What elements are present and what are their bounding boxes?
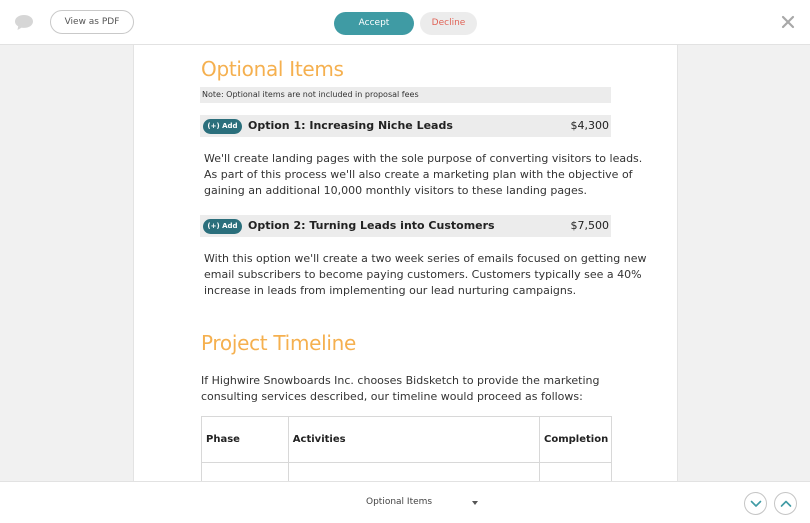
table-header-row bbox=[202, 417, 612, 463]
dropdown-caret-icon[interactable] bbox=[472, 501, 478, 505]
close-icon[interactable] bbox=[780, 14, 796, 30]
table-header-activities: Activities bbox=[288, 417, 539, 463]
view-as-pdf-button[interactable]: View as PDF bbox=[50, 10, 134, 34]
option-title: Option 1: Increasing Niche Leads bbox=[248, 119, 453, 132]
description-line: With this option we'll create a two week series of emails focused on getting new bbox=[204, 252, 647, 265]
timeline-table bbox=[201, 416, 612, 481]
intro-line: consulting services described, our timeline would proceed as follows: bbox=[201, 390, 583, 403]
accept-button[interactable]: Accept bbox=[334, 12, 414, 35]
description-line: gaining an additional 10,000 monthly visitors to these landing pages. bbox=[204, 184, 588, 197]
table-header-completion: Completion bbox=[540, 417, 612, 463]
description-line: email subscribers to become paying customers. Customers typically see a 40% bbox=[204, 268, 642, 281]
next-section-button[interactable] bbox=[744, 492, 767, 515]
table-cell bbox=[540, 463, 612, 482]
description-line: We'll create landing pages with the sole purpose of converting visitors to leads. bbox=[204, 152, 643, 165]
option-price: $7,500 bbox=[570, 219, 609, 232]
proposal-page bbox=[133, 45, 678, 481]
table-cell bbox=[202, 463, 289, 482]
option-row bbox=[200, 215, 611, 237]
section-select[interactable]: Optional Items bbox=[366, 497, 433, 507]
intro-line: If Highwire Snowboards Inc. chooses Bidsketch to provide the marketing bbox=[201, 374, 600, 387]
add-option-button[interactable]: (+) Add bbox=[203, 119, 242, 134]
chevron-up-icon bbox=[780, 499, 792, 509]
add-option-button[interactable]: (+) Add bbox=[203, 219, 242, 234]
chat-bubble-icon[interactable] bbox=[14, 14, 34, 31]
table-cell bbox=[288, 463, 539, 482]
bottom-navigation-bar bbox=[0, 481, 810, 523]
description-line: As part of this process we'll also create a marketing plan with the objective of bbox=[204, 168, 633, 181]
option-description bbox=[204, 251, 647, 299]
option-description bbox=[204, 151, 643, 199]
previous-section-button[interactable] bbox=[774, 492, 797, 515]
optional-items-note: Note: Optional items are not included in proposal fees bbox=[200, 87, 611, 103]
table-header-phase: Phase bbox=[202, 417, 289, 463]
top-toolbar bbox=[0, 0, 810, 45]
chevron-down-icon bbox=[750, 499, 762, 509]
optional-items-heading: Optional Items bbox=[201, 57, 344, 81]
table-row bbox=[202, 463, 612, 482]
option-row bbox=[200, 115, 611, 137]
option-title: Option 2: Turning Leads into Customers bbox=[248, 219, 495, 232]
description-line: increase in leads from implementing our lead nurturing campaigns. bbox=[204, 284, 577, 297]
decline-button[interactable]: Decline bbox=[420, 12, 477, 35]
timeline-intro bbox=[201, 373, 611, 405]
project-timeline-heading: Project Timeline bbox=[201, 331, 357, 355]
option-price: $4,300 bbox=[570, 119, 609, 132]
